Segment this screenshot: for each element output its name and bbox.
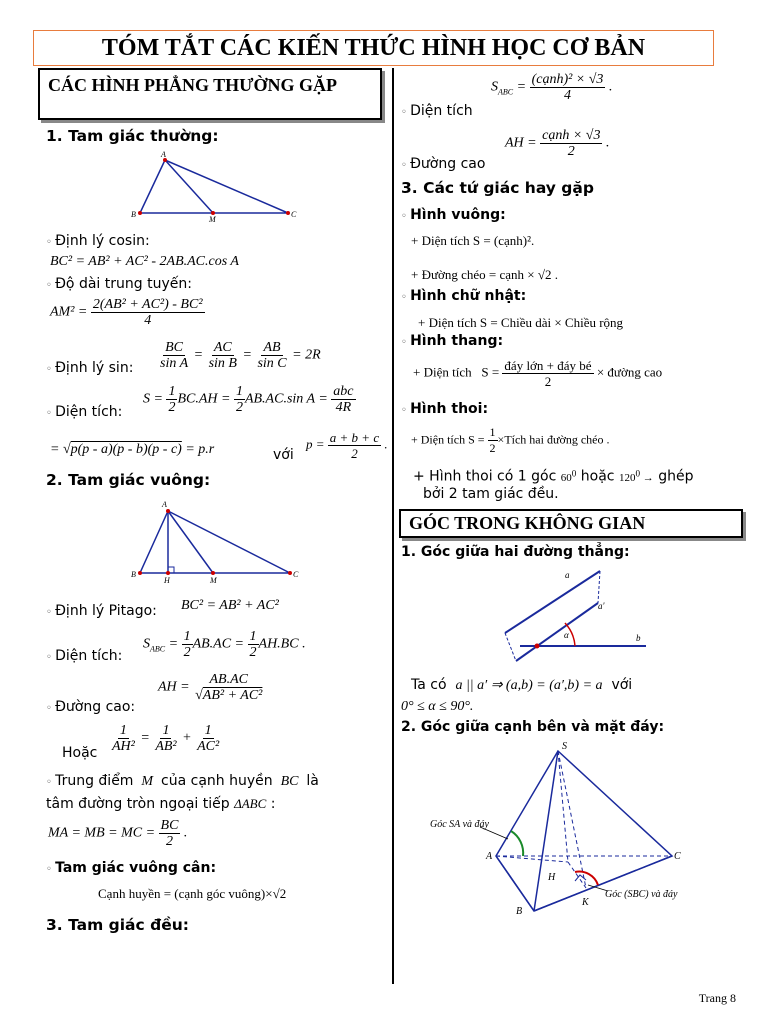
trap-area: + Diện tích S = $\frac{\text{đáy lớn + đáy bé}}{2}$ × đường cao — [413, 358, 663, 389]
rhombus-area: + Diện tích S = $\frac{1}{2}$ ×Tích hai đường chéo . — [411, 425, 610, 455]
heading-triangle: 1. Tam giác thường: — [46, 127, 219, 145]
page-number: Trang 8 — [698, 991, 736, 1005]
svg-text:a': a' — [598, 601, 605, 611]
svg-text:M: M — [210, 576, 217, 585]
eq-area-label-row: ◦ Diện tích — [401, 103, 473, 119]
svg-text:M: M — [209, 215, 216, 224]
hoac-label: Hoặc — [62, 745, 98, 761]
heron-voi: với — [273, 447, 294, 463]
median-label-row: ◦ Độ dài trung tuyến: — [46, 276, 192, 292]
section-title-plane-shapes: CÁC HÌNH PHẲNG THƯỜNG GẶP — [38, 68, 382, 120]
midpoint-row: ◦ Trung điểm M của cạnh huyền BC là — [46, 773, 319, 789]
triangle-figure — [125, 150, 300, 225]
svg-text:b: b — [636, 633, 641, 643]
sine-formula: $\frac{BC}{\text{sin A}}$ = $\frac{AC}{\text{sin B}}$ = $\frac{AB}{\text{sin C}}$ = 2R — [160, 340, 321, 371]
pythag-formula: BC² = AB² + AC² — [181, 598, 279, 613]
svg-text:B: B — [131, 570, 136, 579]
midpoint-formula: MA = MB = MC = $\frac{BC}{2}$ . — [48, 818, 188, 849]
height-formula: AH = $\frac{AB.AC}{\text{√AB² + AC²}}$ — [158, 672, 263, 703]
eq-height-formula: AH = $\frac{\text{cạnh × √3}}{2}$ . — [505, 128, 610, 159]
svg-text:A: A — [161, 150, 166, 159]
label-sa-angle: Góc SA và đáy — [430, 819, 489, 830]
svg-text:A: A — [162, 500, 167, 509]
eq-area-formula: $S_{ABC}$ = $\frac{\text{(cạnh)² × √3}}{4}$ . — [491, 72, 613, 103]
svg-text:C: C — [674, 851, 681, 862]
trap-label-row: ◦ Hình thang: — [401, 333, 504, 349]
svg-text:B: B — [516, 906, 523, 917]
heading-right-triangle: 2. Tam giác vuông: — [46, 471, 211, 489]
svg-text:a: a — [565, 570, 570, 580]
svg-text:H: H — [164, 576, 170, 585]
rect-area: + Diện tích S = Chiều dài × Chiều rộng — [418, 315, 624, 330]
isoceles-label-row: ◦ Tam giác vuông cân: — [46, 860, 217, 876]
taco-row: Ta có a || a′ ⇒ (a,b) = (a′,b) = a với — [411, 677, 633, 693]
cosine-label-row: ◦ Định lý cosin: — [46, 233, 150, 249]
section-title-angles: GÓC TRONG KHÔNG GIAN — [399, 509, 743, 538]
eq-height-label-row: ◦ Đường cao — [401, 156, 486, 172]
svg-text:C: C — [291, 210, 297, 219]
height-reciprocal-formula: $\frac{1}{\text{AH²}}$ = $\frac{1}{\text{AB²}}$ + $\frac{1}{\text{AC²}}$ — [112, 723, 220, 754]
svg-text:C: C — [293, 570, 299, 579]
heading-equilateral: 3. Tam giác đều: — [46, 916, 189, 934]
rhombus-note-2: bởi 2 tam giác đều. — [423, 486, 559, 502]
area2-label-row: ◦ Diện tích: — [46, 648, 123, 664]
area-label-row: ◦ Diện tích: — [46, 404, 123, 420]
page-title: TÓM TẮT CÁC KIẾN THỨC HÌNH HỌC CƠ BẢN — [33, 30, 714, 66]
heading-angle-edge-base: 2. Góc giữa cạnh bên và mặt đáy: — [401, 719, 665, 735]
svg-text:K: K — [582, 897, 589, 908]
angle-range: 0° ≤ α ≤ 90°. — [401, 699, 474, 714]
heading-quadrilaterals: 3. Các tứ giác hay gặp — [401, 179, 594, 197]
sine-label-row: ◦ Định lý sin: — [46, 360, 134, 376]
semi-perimeter-formula: p = $\frac{a + b + c}{2}$ . — [306, 430, 388, 461]
square-diagonal: + Đường chéo = cạnh × √2 . — [411, 267, 559, 282]
rhombus-label-row: ◦ Hình thoi: — [401, 401, 489, 417]
rhombus-note: + Hình thoi có 1 góc $60^0$ hoặc $120^0$ → ghép — [413, 468, 694, 485]
svg-text:A: A — [486, 851, 493, 862]
isoceles-formula: Cạnh huyền = (cạnh góc vuông)×√2 — [98, 886, 287, 901]
right-area-formula: $S_{ABC}$ = $\frac{1}{2}$ AB.AC = $\frac{1}{2}$ AH.BC . — [143, 629, 306, 660]
midpoint-row-2: tâm đường tròn ngoại tiếp ΔABC : — [46, 796, 276, 812]
angle-lines-figure — [500, 565, 660, 665]
svg-text:B: B — [131, 210, 136, 219]
square-area: + Diện tích S = (cạnh)². — [411, 233, 535, 248]
rect-label-row: ◦ Hình chữ nhật: — [401, 288, 527, 304]
pyramid-figure — [410, 735, 720, 920]
heron-formula: = √p(p - a)(p - b)(p - c) = p.r — [50, 442, 215, 457]
svg-text:H: H — [548, 872, 556, 883]
cosine-formula: BC² = AB² + AC² - 2AB.AC.cos A — [50, 254, 239, 269]
heading-angle-lines: 1. Góc giữa hai đường thẳng: — [401, 544, 630, 560]
area-formula: S = $\frac{1}{2}$ BC.AH = $\frac{1}{2}$ AB.AC.sin A = $\frac{\text{abc}}{4R}$ — [143, 384, 354, 415]
pythag-label-row: ◦ Định lý Pitago: — [46, 603, 157, 619]
label-sbc-angle: Góc (SBC) và đáy — [605, 889, 678, 900]
right-triangle-figure — [125, 497, 305, 585]
column-divider — [392, 68, 394, 984]
height-label-row: ◦ Đường cao: — [46, 699, 136, 715]
svg-text:α: α — [564, 630, 569, 640]
svg-text:S: S — [562, 741, 567, 752]
square-label-row: ◦ Hình vuông: — [401, 207, 506, 223]
median-formula: AM² = $\frac{\text{2(AB² + AC²) - BC²}}{4}$ — [50, 297, 203, 328]
